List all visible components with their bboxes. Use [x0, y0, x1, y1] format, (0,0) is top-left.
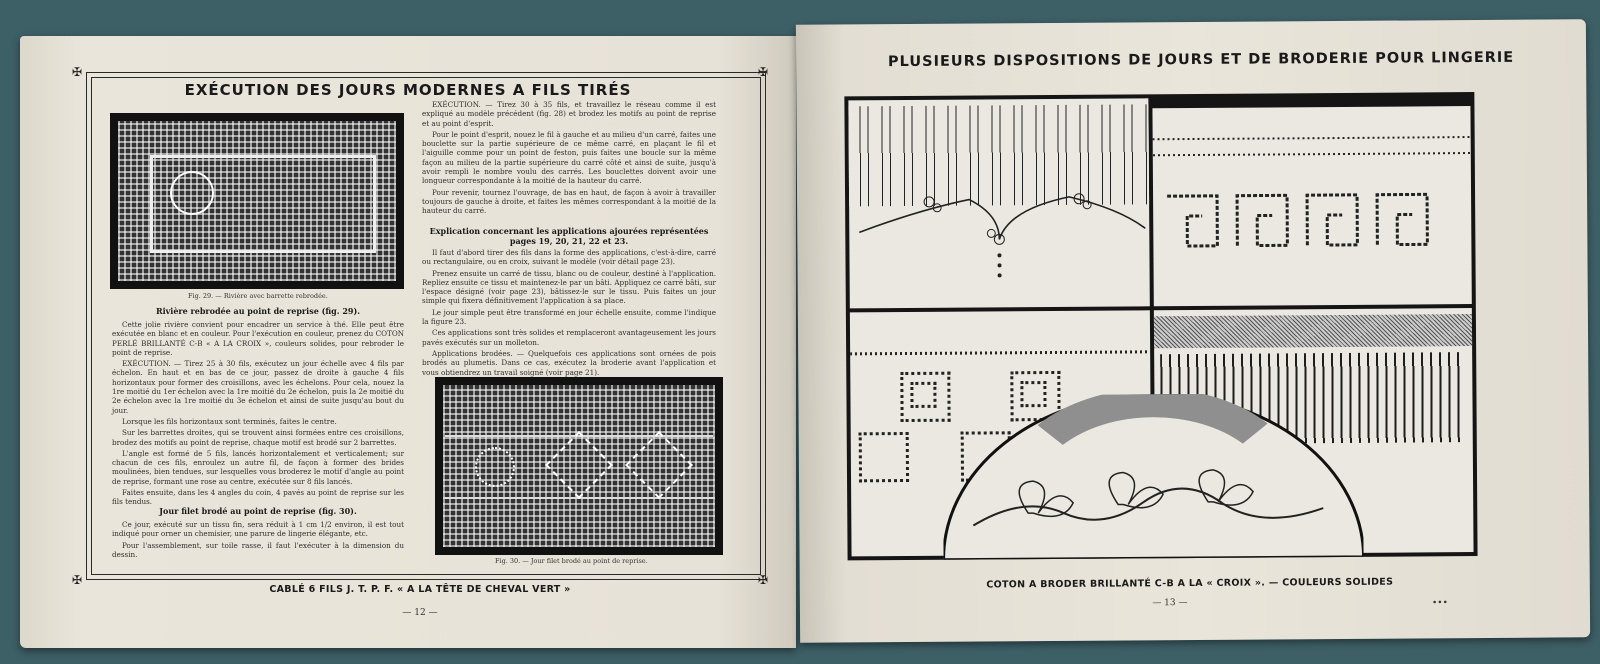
embroidery-plate — [844, 92, 1477, 560]
figure-29 — [110, 113, 404, 289]
right-page — [796, 19, 1590, 643]
panel-greek-key — [1152, 106, 1471, 306]
left-page — [20, 36, 796, 648]
rose-motif — [170, 171, 214, 215]
text-column-1: Cette jolie rivière convient pour encadrer un service à thé. Elle peut être exécutée en blanc et en couleur. Pour l'exécution en couleur, prenez du COTON PERLÉ BRILLANTÉ C-B « A LA CROIX », couleurs solides, pour rebroder le point de reprise. EXÉCUTION. — Tirez 25 à 30 fils, exécutez un jour échelle avec 4 fils par échelon. En haut et en bas de ce jour, passez de droite à gauche 4 fils horizontaux pour former des croisillons, avec les échelons. Pour cela, nouez la 1re moitié du 1er échelon avec la 1re moitié du 2e échelon, puis la 2e moitié du 2e échelon avec la 1re moitié du 3e échelon et ainsi de suite jusqu'au bout du jour. Lorsque les fils horizontaux sont terminés, faites le centre. Sur les barrettes droites, qui se trouvent ainsi formées entre ces croisillons, brodez des motifs au point de reprise, chaque motif est brodé sur 2 barrettes. L'angle est formé de 5 fils, lancés horizontalement et verticalement; sur chacun de ces fils, enroulez un autre fil, de façon à former des brides moulinées, bien tendues, sur lesquelles vous broderez le motif d'angle au point de reprise, formant une rose au centre, exécutée sur 8 fils lancés. Faites ensuite, dans les 4 angles du coin, 4 pavés au point de reprise sur les fils tendus. — [112, 320, 404, 507]
figure-29-caption: Fig. 29. — Rivière avec barrette rebrodée. — [188, 292, 328, 300]
section-heading: Rivière rebrodée au point de reprise (fig. 29). — [155, 306, 361, 316]
figure-30-caption: Fig. 30. — Jour filet brodé au point de reprise. — [495, 557, 648, 565]
corner-ornament-icon: ✠ — [758, 573, 769, 587]
page-number: — 13 — — [1152, 598, 1188, 609]
figure-30 — [435, 377, 723, 555]
text-column-2: EXÉCUTION. — Tirez 30 à 35 fils, et travaillez le réseau comme il est expliqué au modèle précédent (fig. 28) et brodez les motifs au point de reprise et au point d'esprit. Pour le point d'esprit, nouez le fil à gauche et au milieu d'un carré, faites une bouclette sur la partie supérieure de ce même carré, en plaçant le fil et l'aiguille comme pour un point de feston, puis faites une boucle sur la même façon au milieu de la partie supérieure du carré côté et ainsi de suite, jusqu'à avoir rempli le nombre voulu des carrés. Les bouclettes doivent avoir une longueur correspondante à la moitié de la hauteur du carré. Pour revenir, tournez l'ouvrage, de bas en haut, de façon à avoir à travailler toujours de gauche à droite, et faites les mêmes correspondant à la moitié de la hauteur du carré. — [422, 100, 716, 216]
corner-ornament-icon: ✠ — [72, 65, 83, 79]
section-heading: Explication concernant les applications ajourées représentées pages 19, 20, 21, 22 et 23. — [429, 226, 709, 246]
page-footer: CABLÉ 6 FILS J. T. P. F. « A LA TÊTE DE CHEVAL VERT » — [269, 584, 571, 595]
printer-mark: ••• — [1431, 598, 1448, 609]
corner-ornament-icon: ✠ — [758, 65, 769, 79]
page-title: PLUSIEURS DISPOSITIONS DE JOURS ET DE BRODERIE POUR LINGERIE — [887, 49, 1515, 71]
greek-key-illustration — [1167, 184, 1458, 266]
garland-illustration — [849, 178, 1150, 300]
text-column-2b: Il faut d'abord tirer des fils dans la forme des applications, c'est-à-dire, carré ou rectangulaire, ou en croix, suivant le modèle (voir détail page 23). Prenez ensuite un carré de tissu, blanc ou de couleur, destiné à l'application. Repliez ensuite ce tissu et maintenez-le par un bâti. Appliquez ce carré bâti, sur l'espace désigné (voir page 23), bâtissez-le sur le tissu. Puis faites un jour simple qui fixera définitivement l'application à sa place. Le jour simple peut être transformé en jour échelle ensuite, comme l'indique la figure 23. Ces applications sont très solides et remplaceront avantageusement les jours pavés exécutés sur un molleton. Applications brodées. — Quelquefois ces applications sont ornées de pois brodés au plumetis. Dans ce cas, exécutez la broderie avant l'application et vous obtiendrez un travail soigné (voir page 21). — [422, 248, 716, 377]
panel-garland — [848, 98, 1149, 308]
flower-motif — [475, 447, 515, 487]
page-number: — 12 — — [402, 608, 438, 618]
corner-ornament-icon: ✠ — [72, 573, 83, 587]
page-title: EXÉCUTION DES JOURS MODERNES A FILS TIRÉS — [184, 81, 632, 99]
section-heading: Jour filet brodé au point de reprise (fig. 30). — [159, 506, 357, 516]
text-column-1-end: Ce jour, exécuté sur un tissu fin, sera réduit à 1 cm 1/2 environ, il est tout indiqué pour orner un chemisier, une parure de lingerie élégante, etc. Pour l'assemblement, sur toile rasse, il faut l'exécuter à la dimension du dessin. — [112, 520, 404, 559]
page-footer: COTON A BRODER BRILLANTÉ C-B A LA « CROIX ». — COULEURS SOLIDES — [986, 576, 1394, 591]
ribbon-arc-illustration — [942, 393, 1363, 560]
